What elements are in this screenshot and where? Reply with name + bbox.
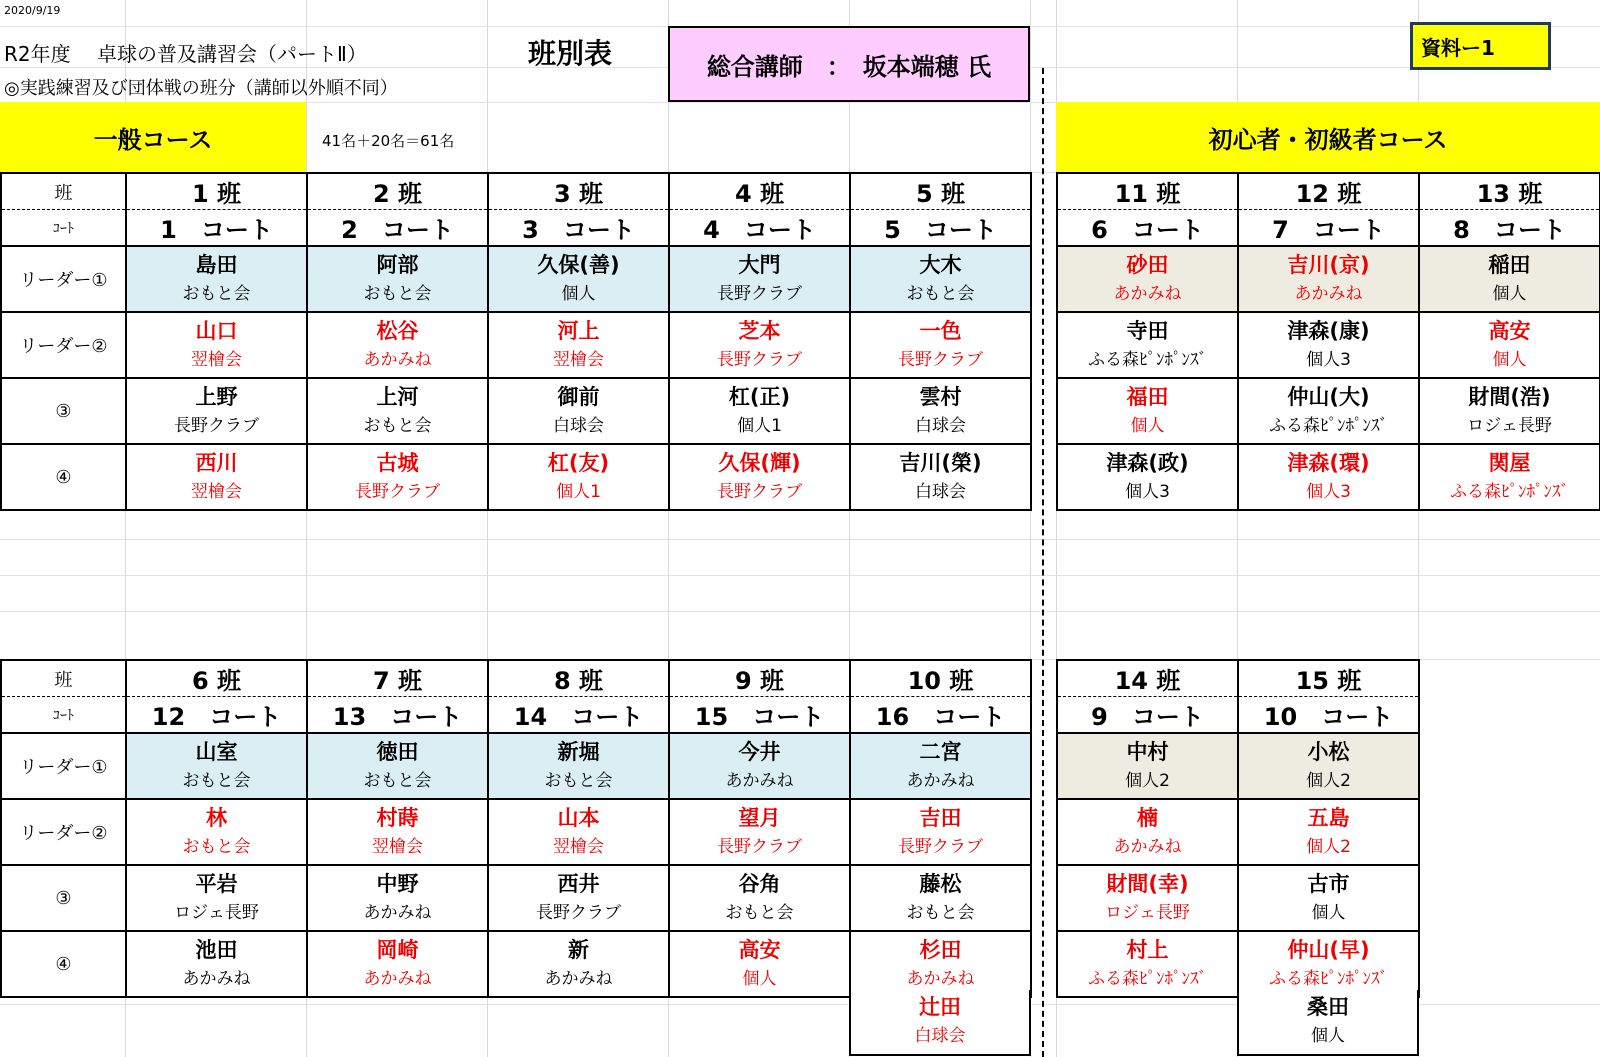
member-name: 山口 xyxy=(195,319,238,343)
court-header: 3 コート xyxy=(522,216,635,244)
member-name: 津森(康) xyxy=(1287,319,1370,343)
member-name: 財間(幸) xyxy=(1106,872,1189,896)
han-header: 6 班 xyxy=(191,667,242,695)
member-club: 個人 xyxy=(1492,284,1527,304)
date-label: 2020/9/19 xyxy=(4,4,61,17)
row-label-r4: ④ xyxy=(55,466,72,488)
member-club: あかみね xyxy=(544,969,613,989)
member-club: ロジェ長野 xyxy=(174,903,259,923)
member-name: 高安 xyxy=(738,938,781,962)
member-club: 長野クラブ xyxy=(898,350,983,370)
member-name: 徳田 xyxy=(376,740,419,764)
member-club: 翌檜会 xyxy=(191,482,242,502)
han-header: 12 班 xyxy=(1295,180,1362,208)
member-club: 個人1 xyxy=(556,482,601,502)
member-name: 島田 xyxy=(195,253,238,277)
member-name: 稲田 xyxy=(1488,253,1531,277)
member-name: 林 xyxy=(206,806,227,830)
member-name: 村蒔 xyxy=(376,806,419,830)
member-club: あかみね xyxy=(725,771,794,791)
court-header: 13 コート xyxy=(332,703,463,731)
member-name: 吉川(京) xyxy=(1287,253,1370,277)
member-club: おもと会 xyxy=(906,284,975,304)
member-club: 個人2 xyxy=(1125,771,1170,791)
member-club: 個人3 xyxy=(1125,482,1170,502)
court-header: 16 コート xyxy=(875,703,1006,731)
row-label-leader2: リーダー② xyxy=(19,336,108,357)
member-club: あかみね xyxy=(182,969,251,989)
member-club: ロジェ長野 xyxy=(1105,903,1190,923)
member-name: 杠(友) xyxy=(547,451,610,475)
member-club: ふる森ﾋﾟﾝﾎﾟﾝｽﾞ xyxy=(1269,416,1388,436)
member-club: あかみね xyxy=(1294,284,1363,304)
member-name: 仲山(大) xyxy=(1287,385,1370,409)
member-club: あかみね xyxy=(906,969,975,989)
member-name: 杠(正) xyxy=(728,385,791,409)
member-name: 今井 xyxy=(738,740,781,764)
instructor-box: 総合講師 ： 坂本端穂 氏 xyxy=(668,26,1030,102)
member-name: 上野 xyxy=(195,385,238,409)
member-club: 個人3 xyxy=(1306,482,1351,502)
member-club: 個人 xyxy=(1130,416,1165,436)
court-header: 4 コート xyxy=(703,216,816,244)
court-header: 10 コート xyxy=(1263,703,1394,731)
row-label-r3: ③ xyxy=(55,400,72,422)
member-name: 五島 xyxy=(1307,806,1350,830)
member-name: 大門 xyxy=(738,253,781,277)
row-label-r4: ④ xyxy=(55,953,72,975)
member-name: 楠 xyxy=(1137,806,1158,830)
member-name: 芝本 xyxy=(738,319,781,343)
member-club: おもと会 xyxy=(363,416,432,436)
member-club: おもと会 xyxy=(182,837,251,857)
member-name: 吉川(榮) xyxy=(899,451,982,475)
court-header: 6 コート xyxy=(1091,216,1204,244)
member-name: 山室 xyxy=(195,740,238,764)
member-club: ロジェ長野 xyxy=(1467,416,1552,436)
member-name: 谷角 xyxy=(738,872,781,896)
court-header: 9 コート xyxy=(1091,703,1204,731)
member-name: 小松 xyxy=(1307,740,1350,764)
member-name: 久保(輝) xyxy=(718,451,801,475)
member-club: 長野クラブ xyxy=(717,482,802,502)
member-name: 望月 xyxy=(738,806,781,830)
member-club: ふる森ﾋﾟﾝﾎﾟﾝｽﾞ xyxy=(1088,350,1207,370)
member-club: 翌檜会 xyxy=(553,837,604,857)
court-header: 12 コート xyxy=(151,703,282,731)
member-name: 御前 xyxy=(557,385,600,409)
han-header: 2 班 xyxy=(372,180,423,208)
member-name: 高安 xyxy=(1488,319,1531,343)
document-label: 資料ー1 xyxy=(1410,22,1551,70)
han-header: 15 班 xyxy=(1295,667,1362,695)
member-club: 個人 xyxy=(742,969,777,989)
member-club: あかみね xyxy=(1113,837,1182,857)
member-name: 平岩 xyxy=(195,872,238,896)
hanbetsu-title: 班別表 xyxy=(528,37,613,70)
page-title: R2年度 卓球の普及講習会（パートⅡ） xyxy=(4,42,367,66)
member-name: 藤松 xyxy=(919,872,962,896)
member-club: ふる森ﾋﾟﾝﾎﾟﾝｽﾞ xyxy=(1450,482,1569,502)
extra-member-cell xyxy=(1237,990,1419,1056)
member-name: 大木 xyxy=(919,253,962,277)
member-club: 白球会 xyxy=(915,416,966,436)
member-club: あかみね xyxy=(1113,284,1182,304)
member-club: あかみね xyxy=(906,771,975,791)
member-name: 西井 xyxy=(557,872,600,896)
han-header: 1 班 xyxy=(191,180,242,208)
schedule-table-bottom-general xyxy=(0,659,1032,998)
member-club: おもと会 xyxy=(363,771,432,791)
row-label-leader2: リーダー② xyxy=(19,823,108,844)
han-header: 4 班 xyxy=(734,180,785,208)
member-club: おもと会 xyxy=(725,903,794,923)
schedule-table-top-beginner xyxy=(1056,172,1600,511)
member-name: 阿部 xyxy=(376,253,419,277)
member-name: 松谷 xyxy=(376,319,419,343)
member-club: 長野クラブ xyxy=(717,837,802,857)
member-name: 津森(政) xyxy=(1106,451,1189,475)
general-course-banner: 一般コース xyxy=(0,102,306,172)
court-header: 8 コート xyxy=(1453,216,1566,244)
member-name: 福田 xyxy=(1126,385,1169,409)
row-label-leader1: リーダー① xyxy=(19,757,108,778)
member-name: 辻田 xyxy=(919,995,961,1019)
member-name: 西川 xyxy=(195,451,238,475)
member-club: 白球会 xyxy=(914,1026,966,1046)
han-header: 5 班 xyxy=(915,180,966,208)
member-club: 個人 xyxy=(561,284,596,304)
member-club: 個人3 xyxy=(1306,350,1351,370)
member-name: 河上 xyxy=(557,319,600,343)
member-name: 古城 xyxy=(376,451,419,475)
member-name: 岡崎 xyxy=(376,938,419,962)
member-club: 個人2 xyxy=(1306,837,1351,857)
row-label-han: 班 xyxy=(54,669,73,691)
han-header: 9 班 xyxy=(734,667,785,695)
schedule-table-top-general xyxy=(0,172,1032,511)
member-club: おもと会 xyxy=(906,903,975,923)
member-name: 寺田 xyxy=(1126,319,1169,343)
row-label-r3: ③ xyxy=(55,887,72,909)
han-header: 7 班 xyxy=(372,667,423,695)
row-label-han: 班 xyxy=(54,182,73,204)
member-name: 雲村 xyxy=(919,385,962,409)
court-header: 7 コート xyxy=(1272,216,1385,244)
member-club: 白球会 xyxy=(915,482,966,502)
member-club: おもと会 xyxy=(182,771,251,791)
member-club: 翌檜会 xyxy=(553,350,604,370)
court-header: 15 コート xyxy=(694,703,825,731)
member-name: 久保(善) xyxy=(537,253,620,277)
member-name: 杉田 xyxy=(919,938,962,962)
count-text: 41名＋20名＝61名 xyxy=(322,132,455,150)
member-name: 財間(浩) xyxy=(1468,385,1551,409)
member-club: 個人1 xyxy=(737,416,782,436)
court-header: 1 コート xyxy=(160,216,273,244)
member-name: 津森(環) xyxy=(1287,451,1370,475)
member-club: 白球会 xyxy=(553,416,604,436)
member-name: 吉田 xyxy=(919,806,962,830)
court-header: 5 コート xyxy=(884,216,997,244)
member-name: 二宮 xyxy=(919,740,962,764)
member-club: あかみね xyxy=(363,969,432,989)
han-header: 13 班 xyxy=(1476,180,1543,208)
member-name: 山本 xyxy=(557,806,600,830)
member-name: 一色 xyxy=(919,319,962,343)
member-club: ふる森ﾋﾟﾝﾎﾟﾝｽﾞ xyxy=(1088,969,1207,989)
member-club: 個人 xyxy=(1492,350,1527,370)
member-name: 新 xyxy=(568,938,589,962)
page-subtitle: ◎実践練習及び団体戦の班分（講師以外順不同） xyxy=(4,78,398,99)
member-club: おもと会 xyxy=(544,771,613,791)
row-label-court: ｺｰﾄ xyxy=(53,220,74,237)
member-name: 池田 xyxy=(195,938,238,962)
member-club: 長野クラブ xyxy=(717,350,802,370)
member-name: 古市 xyxy=(1307,872,1350,896)
member-name: 村上 xyxy=(1126,938,1169,962)
member-club: あかみね xyxy=(363,903,432,923)
member-club: 長野クラブ xyxy=(898,837,983,857)
member-club: 翌檜会 xyxy=(191,350,242,370)
member-club: ふる森ﾋﾟﾝﾎﾟﾝｽﾞ xyxy=(1269,969,1388,989)
member-club: 長野クラブ xyxy=(174,416,259,436)
member-name: 中村 xyxy=(1126,740,1169,764)
member-club: おもと会 xyxy=(182,284,251,304)
row-label-leader1: リーダー① xyxy=(19,270,108,291)
schedule-table-bottom-beginner xyxy=(1056,659,1420,998)
member-club: あかみね xyxy=(363,350,432,370)
member-club: 長野クラブ xyxy=(536,903,621,923)
course-divider xyxy=(1042,68,1044,1057)
member-name: 上河 xyxy=(376,385,419,409)
member-club: 個人 xyxy=(1311,903,1346,923)
member-club: 長野クラブ xyxy=(717,284,802,304)
member-club: 長野クラブ xyxy=(355,482,440,502)
han-header: 11 班 xyxy=(1114,180,1181,208)
beginner-course-banner: 初心者・初級者コース xyxy=(1056,102,1600,172)
han-header: 8 班 xyxy=(553,667,604,695)
member-name: 新堀 xyxy=(557,740,600,764)
member-name: 桑田 xyxy=(1307,995,1349,1019)
member-club: おもと会 xyxy=(363,284,432,304)
member-name: 中野 xyxy=(376,872,419,896)
han-header: 14 班 xyxy=(1114,667,1181,695)
member-name: 砂田 xyxy=(1126,253,1169,277)
han-header: 3 班 xyxy=(553,180,604,208)
court-header: 14 コート xyxy=(513,703,644,731)
row-label-court: ｺｰﾄ xyxy=(53,707,74,724)
member-club: 個人2 xyxy=(1306,771,1351,791)
court-header: 2 コート xyxy=(341,216,454,244)
member-club: 翌檜会 xyxy=(372,837,423,857)
extra-member-cell xyxy=(849,990,1031,1056)
member-club: 個人 xyxy=(1311,1026,1345,1046)
member-name: 仲山(早) xyxy=(1287,938,1370,962)
member-name: 関屋 xyxy=(1488,451,1531,475)
han-header: 10 班 xyxy=(907,667,974,695)
